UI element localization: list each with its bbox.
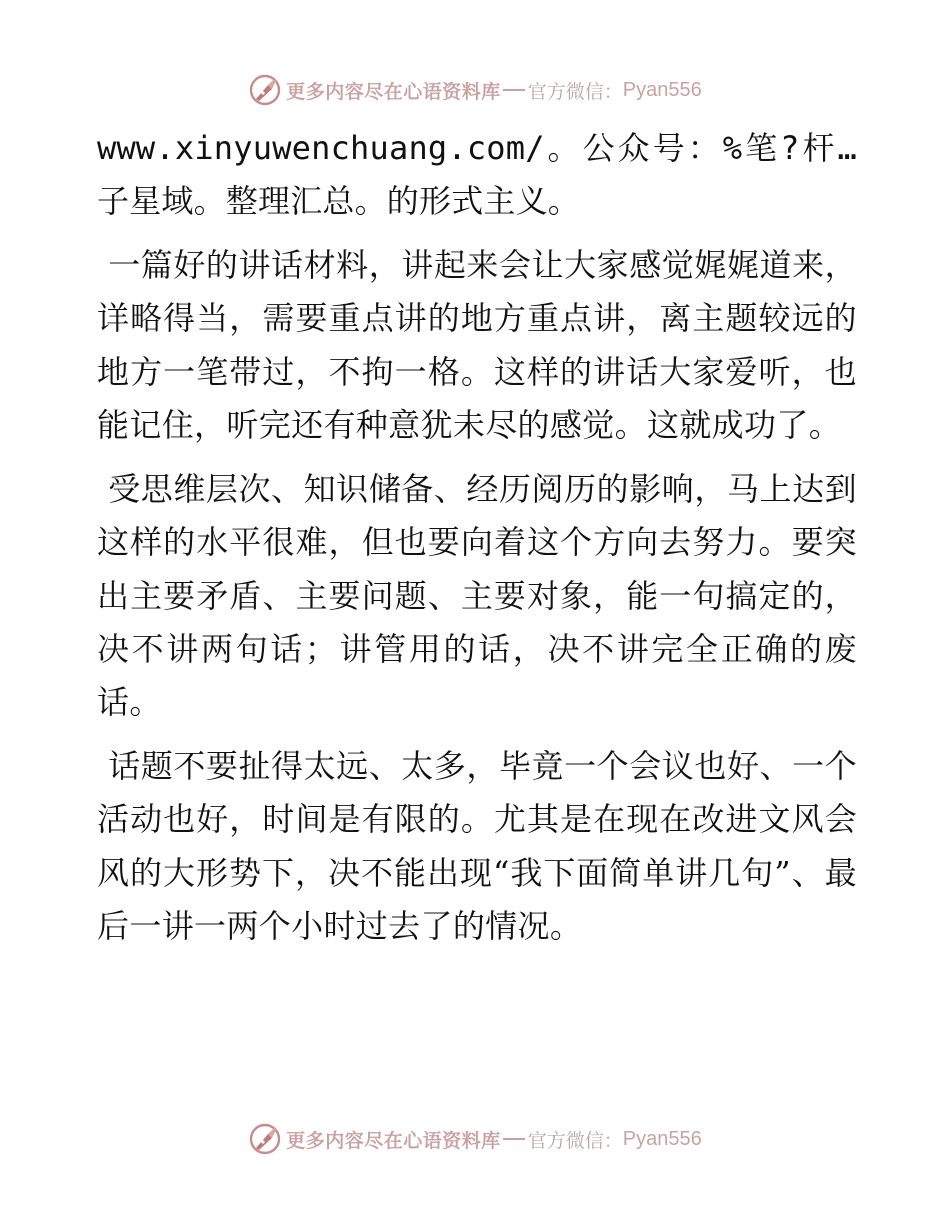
paragraph-2: 一篇好的讲话材料，讲起来会让大家感觉娓娓道来，详略得当，需要重点讲的地方重点讲，离主题较远的地方一笔带过，不拘一格。这样的讲话大家爱听，也能记住，听完还有种意犹未尽的感觉。这就成功了。 bbox=[97, 246, 857, 445]
pen-nib-circle-icon bbox=[248, 73, 282, 107]
header-banner bbox=[0, 70, 950, 110]
banner-wechat-label: 官方微信： bbox=[527, 80, 623, 103]
pen-nib-circle-icon bbox=[248, 1122, 282, 1156]
banner-wechat-id: Pyan556 bbox=[622, 1127, 702, 1150]
paragraph-1: www.xinyuwenchuang.com/。公众号：%笔?杆…子星域。整理汇总。的形式主义。 bbox=[97, 129, 857, 221]
banner-title: 更多内容尽在心语资料库 bbox=[286, 1129, 501, 1152]
banner-wechat-label: 官方微信： bbox=[527, 1129, 623, 1152]
banner-wechat-id: Pyan556 bbox=[622, 78, 702, 101]
banner-title: 更多内容尽在心语资料库 bbox=[286, 80, 501, 103]
banner-dash bbox=[503, 89, 525, 91]
paragraph-3: 受思维层次、知识储备、经历阅历的影响，马上达到这样的水平很难，但也要向着这个方向去努力。要突出主要矛盾、主要问题、主要对象，能一句搞定的，决不讲两句话；讲管用的话，决不讲完全正确的废话。 bbox=[97, 469, 857, 722]
paragraph-4: 话题不要扯得太远、太多，毕竟一个会议也好、一个活动也好，时间是有限的。尤其是在现在改进文风会风的大形势下，决不能出现“我下面简单讲几句”、最后一讲一两个小时过去了的情况。 bbox=[97, 747, 857, 946]
banner-dash bbox=[503, 1138, 525, 1140]
document-body bbox=[97, 122, 857, 964]
footer-banner bbox=[0, 1119, 950, 1159]
